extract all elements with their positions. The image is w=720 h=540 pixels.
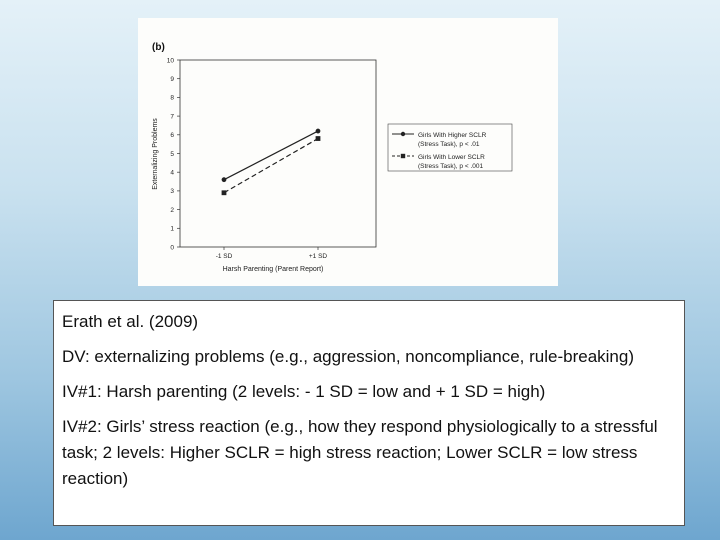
legend-label-higher: Girls With Higher SCLR — [418, 132, 487, 139]
series-line-1 — [224, 139, 318, 193]
iv1-text: IV#1: Harsh parenting (2 levels: - 1 SD = low and + 1 SD = high) — [62, 382, 546, 401]
y-tick-label: 3 — [170, 188, 174, 196]
y-tick-label: 9 — [170, 76, 174, 83]
data-point-0 — [222, 177, 227, 182]
chart-figure — [138, 18, 558, 286]
legend-marker-higher — [401, 132, 405, 136]
legend-note-lower: (Stress Task), p < .001 — [418, 163, 484, 170]
x-tick-label: +1 SD — [308, 253, 328, 260]
citation-text: Erath et al. (2009) — [62, 312, 199, 331]
dv-text: DV: externalizing problems (e.g., aggression, noncompliance, rule-breaking) — [62, 347, 634, 366]
y-tick-label: 5 — [170, 150, 174, 158]
panel-label: (b) — [152, 42, 165, 53]
plot-frame — [180, 60, 376, 247]
y-tick-label: 10 — [166, 57, 174, 65]
data-point-1 — [222, 190, 227, 195]
x-axis-label: Harsh Parenting (Parent Report) — [222, 266, 324, 273]
y-tick-label: 8 — [170, 94, 174, 102]
legend — [388, 124, 512, 171]
y-tick-label: 2 — [170, 206, 174, 214]
data-point-0 — [316, 129, 321, 134]
legend-marker-lower — [401, 154, 405, 158]
y-axis-label: Externalizing Problems — [152, 118, 159, 190]
y-tick-label: 0 — [170, 244, 174, 252]
y-tick-label: 1 — [170, 225, 174, 233]
data-point-1 — [316, 136, 321, 141]
y-tick-label: 4 — [170, 169, 174, 177]
caption-box — [53, 300, 685, 526]
x-tick-label: -1 SD — [215, 253, 233, 260]
y-tick-label: 7 — [170, 113, 174, 121]
iv2-text: IV#2: Girls’ stress reaction (e.g., how they respond physiologically to a stressful task; 2 levels: Higher SCLR = high stress reaction; Lower SCLR = low stress reaction) — [62, 417, 658, 488]
legend-label-lower: Girls With Lower SCLR — [418, 154, 485, 161]
y-tick-label: 6 — [170, 132, 174, 140]
legend-note-higher: (Stress Task), p < .01 — [418, 141, 480, 148]
series-line-0 — [224, 131, 318, 180]
line-chart — [138, 18, 558, 286]
